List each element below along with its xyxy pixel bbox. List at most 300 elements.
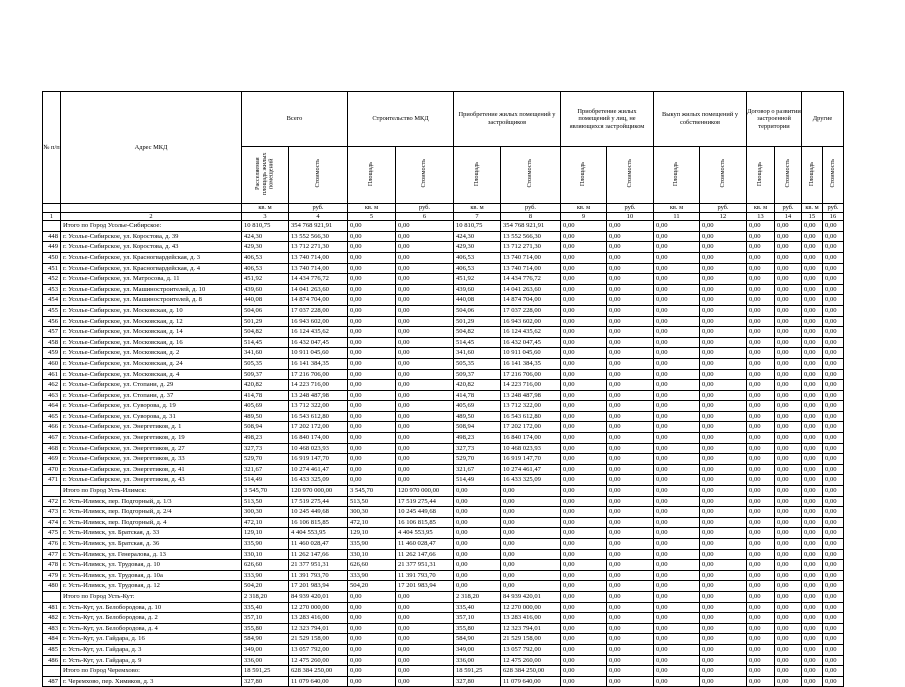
cost-cell: 13 740 714,00 <box>501 263 561 274</box>
cost-cell: 0,00 <box>823 295 844 306</box>
row-number: 479 <box>43 570 61 581</box>
table-row <box>43 528 844 539</box>
cost-cell: 0,00 <box>823 496 844 507</box>
area-cell: 0,00 <box>348 316 396 327</box>
address-cell: г. Усть-Кут, ул. Белобородова, д. 2 <box>61 613 242 624</box>
area-cell: 0,00 <box>802 591 823 602</box>
cost-cell: 0,00 <box>775 475 802 486</box>
area-cell: 0,00 <box>654 634 700 645</box>
column-number: 4 <box>289 212 348 221</box>
address-cell: г. Усть-Илимск, ул. Трудовая, д. 12 <box>61 581 242 592</box>
cost-cell: 0,00 <box>607 591 654 602</box>
area-cell: 327,73 <box>454 443 501 454</box>
cost-cell: 0,00 <box>700 433 747 444</box>
area-cell: 0,00 <box>654 380 700 391</box>
cost-cell: 0,00 <box>775 295 802 306</box>
cost-cell: 0,00 <box>823 221 844 232</box>
row-number: 471 <box>43 475 61 486</box>
cost-cell: 17 201 983,94 <box>289 581 348 592</box>
area-cell: 0,00 <box>747 591 775 602</box>
row-number: 458 <box>43 337 61 348</box>
cost-cell: 0,00 <box>501 560 561 571</box>
area-cell: 0,00 <box>561 358 607 369</box>
cost-cell: 0,00 <box>607 295 654 306</box>
area-cell: 0,00 <box>561 337 607 348</box>
area-cell: 504,06 <box>454 305 501 316</box>
table-row <box>43 380 844 391</box>
table-row <box>43 327 844 338</box>
header-cost: Стоимость <box>501 147 561 204</box>
cost-cell: 0,00 <box>823 242 844 253</box>
cost-cell: 0,00 <box>607 358 654 369</box>
unit-area: кв. м <box>561 204 607 213</box>
cost-cell: 0,00 <box>823 422 844 433</box>
table-row <box>43 422 844 433</box>
cost-cell: 0,00 <box>607 475 654 486</box>
cost-cell: 0,00 <box>823 644 844 655</box>
area-cell: 0,00 <box>802 327 823 338</box>
cost-cell: 0,00 <box>396 337 454 348</box>
header-cost: Стоимость <box>775 147 802 204</box>
cost-cell: 0,00 <box>775 327 802 338</box>
address-cell: г. Усть-Кут, ул. Белобородова, д. 10 <box>61 602 242 613</box>
area-cell: 0,00 <box>654 655 700 666</box>
cost-cell: 0,00 <box>501 549 561 560</box>
area-cell: 0,00 <box>348 348 396 359</box>
area-cell: 429,30 <box>454 242 501 253</box>
cost-cell: 0,00 <box>775 676 802 687</box>
cost-cell: 13 057 792,00 <box>501 644 561 655</box>
cost-cell: 0,00 <box>823 464 844 475</box>
address-cell: г. Усолье-Сибирское, ул. Энергетиков, д. 19 <box>61 433 242 444</box>
cost-cell: 0,00 <box>607 252 654 263</box>
area-cell: 0,00 <box>654 507 700 518</box>
cost-cell: 0,00 <box>823 655 844 666</box>
area-cell: 406,53 <box>454 263 501 274</box>
cost-cell: 4 404 553,95 <box>396 528 454 539</box>
area-cell: 501,29 <box>242 316 289 327</box>
header-group-total: Всего <box>242 92 348 147</box>
cost-cell: 11 079 640,00 <box>289 676 348 687</box>
area-cell: 0,00 <box>747 613 775 624</box>
area-cell: 0,00 <box>802 581 823 592</box>
cost-cell: 0,00 <box>700 263 747 274</box>
column-number: 11 <box>654 212 700 221</box>
cost-cell: 0,00 <box>396 284 454 295</box>
area-cell: 414,78 <box>454 390 501 401</box>
cost-cell: 0,00 <box>775 644 802 655</box>
subtotal-row <box>43 486 844 497</box>
area-cell: 0,00 <box>348 676 396 687</box>
area-cell: 0,00 <box>561 284 607 295</box>
area-cell: 0,00 <box>654 464 700 475</box>
table-row <box>43 623 844 634</box>
cost-cell: 0,00 <box>700 337 747 348</box>
cost-cell: 0,00 <box>396 443 454 454</box>
table-row <box>43 263 844 274</box>
area-cell: 0,00 <box>561 613 607 624</box>
area-cell: 626,60 <box>242 560 289 571</box>
area-cell: 405,69 <box>454 401 501 412</box>
header-area-total: Расселяемая площадь жилых помещений <box>242 147 289 204</box>
area-cell: 0,00 <box>654 443 700 454</box>
unit-rub: руб. <box>823 204 844 213</box>
area-cell: 0,00 <box>348 305 396 316</box>
area-cell: 584,90 <box>454 634 501 645</box>
cost-cell: 0,00 <box>775 517 802 528</box>
area-cell: 0,00 <box>802 348 823 359</box>
area-cell: 0,00 <box>561 549 607 560</box>
area-cell: 2 318,20 <box>454 591 501 602</box>
table-row <box>43 517 844 528</box>
area-cell: 0,00 <box>747 274 775 285</box>
cost-cell: 0,00 <box>396 422 454 433</box>
cost-cell: 0,00 <box>607 570 654 581</box>
area-cell: 0,00 <box>561 327 607 338</box>
cost-cell: 628 384 250,00 <box>289 666 348 677</box>
area-cell: 0,00 <box>802 433 823 444</box>
address-cell: г. Усть-Илимск, ул. Братская, д. 33 <box>61 528 242 539</box>
area-cell: 0,00 <box>561 676 607 687</box>
area-cell: 0,00 <box>802 464 823 475</box>
area-cell: 0,00 <box>654 348 700 359</box>
cost-cell: 0,00 <box>396 411 454 422</box>
cost-cell: 0,00 <box>823 284 844 295</box>
unit-rub: руб. <box>607 204 654 213</box>
cost-cell: 0,00 <box>396 644 454 655</box>
area-cell: 0,00 <box>454 528 501 539</box>
address-cell: г. Усолье-Сибирское, ул. Стопани, д. 29 <box>61 380 242 391</box>
area-cell: 300,30 <box>242 507 289 518</box>
cost-cell: 354 768 921,91 <box>501 221 561 232</box>
cost-cell: 0,00 <box>775 422 802 433</box>
area-cell: 0,00 <box>802 570 823 581</box>
cost-cell: 0,00 <box>700 358 747 369</box>
column-number: 12 <box>700 212 747 221</box>
unit-rub: руб. <box>700 204 747 213</box>
header-area: Площадь <box>747 147 775 204</box>
area-cell: 0,00 <box>802 221 823 232</box>
area-cell: 451,92 <box>242 274 289 285</box>
area-cell: 440,08 <box>454 295 501 306</box>
cost-cell: 0,00 <box>823 581 844 592</box>
cost-cell: 0,00 <box>823 411 844 422</box>
area-cell: 0,00 <box>654 369 700 380</box>
cost-cell: 0,00 <box>823 401 844 412</box>
address-cell: г. Усолье-Сибирское, ул. Машиностроителей, д. 10 <box>61 284 242 295</box>
cost-cell: 10 245 449,68 <box>289 507 348 518</box>
area-cell: 0,00 <box>454 486 501 497</box>
cost-cell: 0,00 <box>396 348 454 359</box>
area-cell: 10 810,75 <box>242 221 289 232</box>
column-number: 9 <box>561 212 607 221</box>
cost-cell: 11 391 793,70 <box>396 570 454 581</box>
cost-cell: 0,00 <box>607 390 654 401</box>
area-cell: 0,00 <box>747 475 775 486</box>
area-cell: 0,00 <box>561 443 607 454</box>
cost-cell: 0,00 <box>700 369 747 380</box>
cost-cell: 0,00 <box>396 634 454 645</box>
address-cell: г. Усолье-Сибирское, ул. Суворова, д. 31 <box>61 411 242 422</box>
cost-cell: 0,00 <box>607 634 654 645</box>
area-cell: 0,00 <box>348 666 396 677</box>
area-cell: 439,60 <box>242 284 289 295</box>
cost-cell: 11 262 147,66 <box>289 549 348 560</box>
cost-cell: 0,00 <box>607 655 654 666</box>
header-area: Площадь <box>561 147 607 204</box>
area-cell: 0,00 <box>561 369 607 380</box>
row-number: 481 <box>43 602 61 613</box>
cost-cell: 16 433 325,09 <box>501 475 561 486</box>
cost-cell: 10 911 045,60 <box>501 348 561 359</box>
cost-cell: 16 943 602,00 <box>501 316 561 327</box>
area-cell: 0,00 <box>802 316 823 327</box>
cost-cell: 13 740 714,00 <box>289 252 348 263</box>
address-cell: г. Усть-Кут, ул. Гайдара, д. 3 <box>61 644 242 655</box>
area-cell: 0,00 <box>348 591 396 602</box>
header-cost: Стоимость <box>823 147 844 204</box>
area-cell: 0,00 <box>348 231 396 242</box>
area-cell: 0,00 <box>348 623 396 634</box>
row-number: 473 <box>43 507 61 518</box>
area-cell: 0,00 <box>348 655 396 666</box>
area-cell: 129,10 <box>242 528 289 539</box>
address-cell: г. Усолье-Сибирское, ул. Московская, д. 12 <box>61 316 242 327</box>
area-cell: 0,00 <box>747 422 775 433</box>
unit-area: кв. м <box>454 204 501 213</box>
cost-cell: 16 106 815,85 <box>289 517 348 528</box>
area-cell: 0,00 <box>802 422 823 433</box>
cost-cell: 13 552 566,30 <box>501 231 561 242</box>
table-row <box>43 390 844 401</box>
table-row <box>43 602 844 613</box>
cost-cell: 11 460 028,47 <box>289 539 348 550</box>
cost-cell: 0,00 <box>775 570 802 581</box>
cost-cell: 0,00 <box>396 464 454 475</box>
area-cell: 0,00 <box>747 623 775 634</box>
cost-cell: 13 248 487,98 <box>289 390 348 401</box>
row-number: 448 <box>43 231 61 242</box>
cost-cell: 0,00 <box>501 581 561 592</box>
area-cell: 0,00 <box>747 464 775 475</box>
area-cell: 0,00 <box>654 411 700 422</box>
area-cell: 0,00 <box>654 549 700 560</box>
address-cell: г. Усолье-Сибирское, ул. Красногвардейская, д. 3 <box>61 252 242 263</box>
area-cell: 0,00 <box>348 422 396 433</box>
address-cell: г. Усолье-Сибирское, ул. Матросова, д. 11 <box>61 274 242 285</box>
area-cell: 330,10 <box>348 549 396 560</box>
area-cell: 0,00 <box>348 284 396 295</box>
cost-cell: 0,00 <box>700 348 747 359</box>
cost-cell: 0,00 <box>607 666 654 677</box>
area-cell: 0,00 <box>747 676 775 687</box>
header-area: Площадь <box>654 147 700 204</box>
address-cell: г. Усолье-Сибирское, ул. Машиностроителей, д. 8 <box>61 295 242 306</box>
area-cell: 3 545,70 <box>348 486 396 497</box>
header-cost: Стоимость <box>607 147 654 204</box>
address-cell: г. Усолье-Сибирское, ул. Московская, д. 16 <box>61 337 242 348</box>
table-row <box>43 305 844 316</box>
address-cell: г. Усть-Илимск, ул. Братская, д. 36 <box>61 539 242 550</box>
table-row <box>43 549 844 560</box>
cost-cell: 17 216 706,00 <box>289 369 348 380</box>
area-cell: 0,00 <box>454 517 501 528</box>
area-cell: 0,00 <box>654 295 700 306</box>
address-cell: г. Усолье-Сибирское, ул. Энергетиков, д. 41 <box>61 464 242 475</box>
area-cell: 0,00 <box>561 634 607 645</box>
row-number: 480 <box>43 581 61 592</box>
area-cell: 0,00 <box>348 369 396 380</box>
table-row <box>43 231 844 242</box>
area-cell: 504,06 <box>242 305 289 316</box>
area-cell: 0,00 <box>561 591 607 602</box>
cost-cell: 0,00 <box>607 539 654 550</box>
area-cell: 300,30 <box>348 507 396 518</box>
cost-cell: 0,00 <box>607 433 654 444</box>
row-number: 465 <box>43 411 61 422</box>
row-number: 477 <box>43 549 61 560</box>
subtotal-row <box>43 221 844 232</box>
row-number: 466 <box>43 422 61 433</box>
cost-cell: 0,00 <box>607 496 654 507</box>
cost-cell: 16 432 047,45 <box>501 337 561 348</box>
row-number: 485 <box>43 644 61 655</box>
table-row <box>43 348 844 359</box>
area-cell: 2 318,20 <box>242 591 289 602</box>
cost-cell: 0,00 <box>775 581 802 592</box>
area-cell: 0,00 <box>348 358 396 369</box>
cost-cell: 0,00 <box>775 305 802 316</box>
area-cell: 0,00 <box>348 221 396 232</box>
address-cell: г. Усолье-Сибирское, ул. Энергетиков, д. 33 <box>61 454 242 465</box>
row-number: 475 <box>43 528 61 539</box>
cost-cell: 0,00 <box>396 623 454 634</box>
header-area: Площадь <box>454 147 501 204</box>
cost-cell: 10 468 023,93 <box>289 443 348 454</box>
area-cell: 327,80 <box>242 676 289 687</box>
cost-cell: 0,00 <box>775 252 802 263</box>
area-cell: 0,00 <box>802 369 823 380</box>
table-row <box>43 284 844 295</box>
cost-cell: 84 939 420,01 <box>501 591 561 602</box>
area-cell: 505,35 <box>454 358 501 369</box>
cost-cell: 0,00 <box>775 613 802 624</box>
table-row <box>43 433 844 444</box>
cost-cell: 0,00 <box>607 581 654 592</box>
address-cell: г. Усолье-Сибирское, ул. Московская, д. 2 <box>61 348 242 359</box>
area-cell: 406,53 <box>242 252 289 263</box>
address-cell: г. Усолье-Сибирское, ул. Московская, д. 24 <box>61 358 242 369</box>
cost-cell: 0,00 <box>775 666 802 677</box>
area-cell: 0,00 <box>802 602 823 613</box>
cost-cell: 0,00 <box>607 305 654 316</box>
cost-cell: 0,00 <box>823 539 844 550</box>
address-cell: г. Усть-Илимск, пер. Подгорный, д. 1/3 <box>61 496 242 507</box>
area-cell: 335,90 <box>242 539 289 550</box>
row-number: 460 <box>43 358 61 369</box>
area-cell: 0,00 <box>654 337 700 348</box>
area-cell: 0,00 <box>561 507 607 518</box>
cost-cell: 0,00 <box>823 676 844 687</box>
cost-cell: 0,00 <box>823 348 844 359</box>
area-cell: 0,00 <box>802 613 823 624</box>
column-number: 2 <box>61 212 242 221</box>
address-cell: г. Усть-Кут, ул. Белобородова, д. 4 <box>61 623 242 634</box>
cost-cell: 0,00 <box>501 528 561 539</box>
cost-cell: 0,00 <box>396 305 454 316</box>
cost-cell: 0,00 <box>775 549 802 560</box>
cost-cell: 21 377 951,31 <box>289 560 348 571</box>
header-group-construction: Строительство МКД <box>348 92 454 147</box>
header-group-territory-development: Договор о развитии застроенной территории <box>747 92 802 147</box>
cost-cell: 0,00 <box>775 242 802 253</box>
area-cell: 333,90 <box>242 570 289 581</box>
area-cell: 355,80 <box>454 623 501 634</box>
cost-cell: 0,00 <box>775 316 802 327</box>
cost-cell: 0,00 <box>823 337 844 348</box>
area-cell: 472,10 <box>242 517 289 528</box>
column-number: 5 <box>348 212 396 221</box>
area-cell: 0,00 <box>802 634 823 645</box>
cost-cell: 0,00 <box>501 496 561 507</box>
cost-cell: 0,00 <box>607 221 654 232</box>
area-cell: 529,70 <box>454 454 501 465</box>
cost-cell: 0,00 <box>823 305 844 316</box>
cost-cell: 0,00 <box>823 507 844 518</box>
area-cell: 420,82 <box>242 380 289 391</box>
cost-cell: 0,00 <box>700 454 747 465</box>
cost-cell: 12 323 794,01 <box>501 623 561 634</box>
cost-cell: 17 202 172,00 <box>501 422 561 433</box>
address-cell: г. Усолье-Сибирское, ул. Энергетиков, д. 27 <box>61 443 242 454</box>
column-number: 13 <box>747 212 775 221</box>
area-cell: 0,00 <box>348 475 396 486</box>
cost-cell: 16 943 602,00 <box>289 316 348 327</box>
unit-rub: руб. <box>775 204 802 213</box>
area-cell: 0,00 <box>747 252 775 263</box>
cost-cell: 13 740 714,00 <box>289 263 348 274</box>
cost-cell: 0,00 <box>396 274 454 285</box>
area-cell: 0,00 <box>747 602 775 613</box>
cost-cell: 0,00 <box>700 443 747 454</box>
cost-cell: 0,00 <box>396 358 454 369</box>
area-cell: 341,60 <box>454 348 501 359</box>
cost-cell: 0,00 <box>607 327 654 338</box>
cost-cell: 10 245 449,68 <box>396 507 454 518</box>
cost-cell: 10 911 045,60 <box>289 348 348 359</box>
address-cell: г. Усолье-Сибирское, ул. Московская, д. 10 <box>61 305 242 316</box>
cost-cell: 0,00 <box>823 486 844 497</box>
cost-cell: 11 460 028,47 <box>396 539 454 550</box>
subtotal-label: Итого по Город Усолье-Сибирское: <box>61 221 242 232</box>
area-cell: 514,45 <box>454 337 501 348</box>
area-cell: 508,94 <box>454 422 501 433</box>
area-cell: 0,00 <box>454 560 501 571</box>
area-cell: 0,00 <box>802 358 823 369</box>
area-cell: 357,10 <box>454 613 501 624</box>
row-number: 482 <box>43 613 61 624</box>
area-cell: 0,00 <box>654 644 700 655</box>
cost-cell: 12 323 794,01 <box>289 623 348 634</box>
cost-cell: 0,00 <box>607 443 654 454</box>
area-cell: 0,00 <box>802 655 823 666</box>
cost-cell: 0,00 <box>396 433 454 444</box>
area-cell: 405,69 <box>242 401 289 412</box>
header-cost: Стоимость <box>396 147 454 204</box>
cost-cell: 0,00 <box>607 348 654 359</box>
area-cell: 18 591,25 <box>454 666 501 677</box>
cost-cell: 0,00 <box>823 549 844 560</box>
